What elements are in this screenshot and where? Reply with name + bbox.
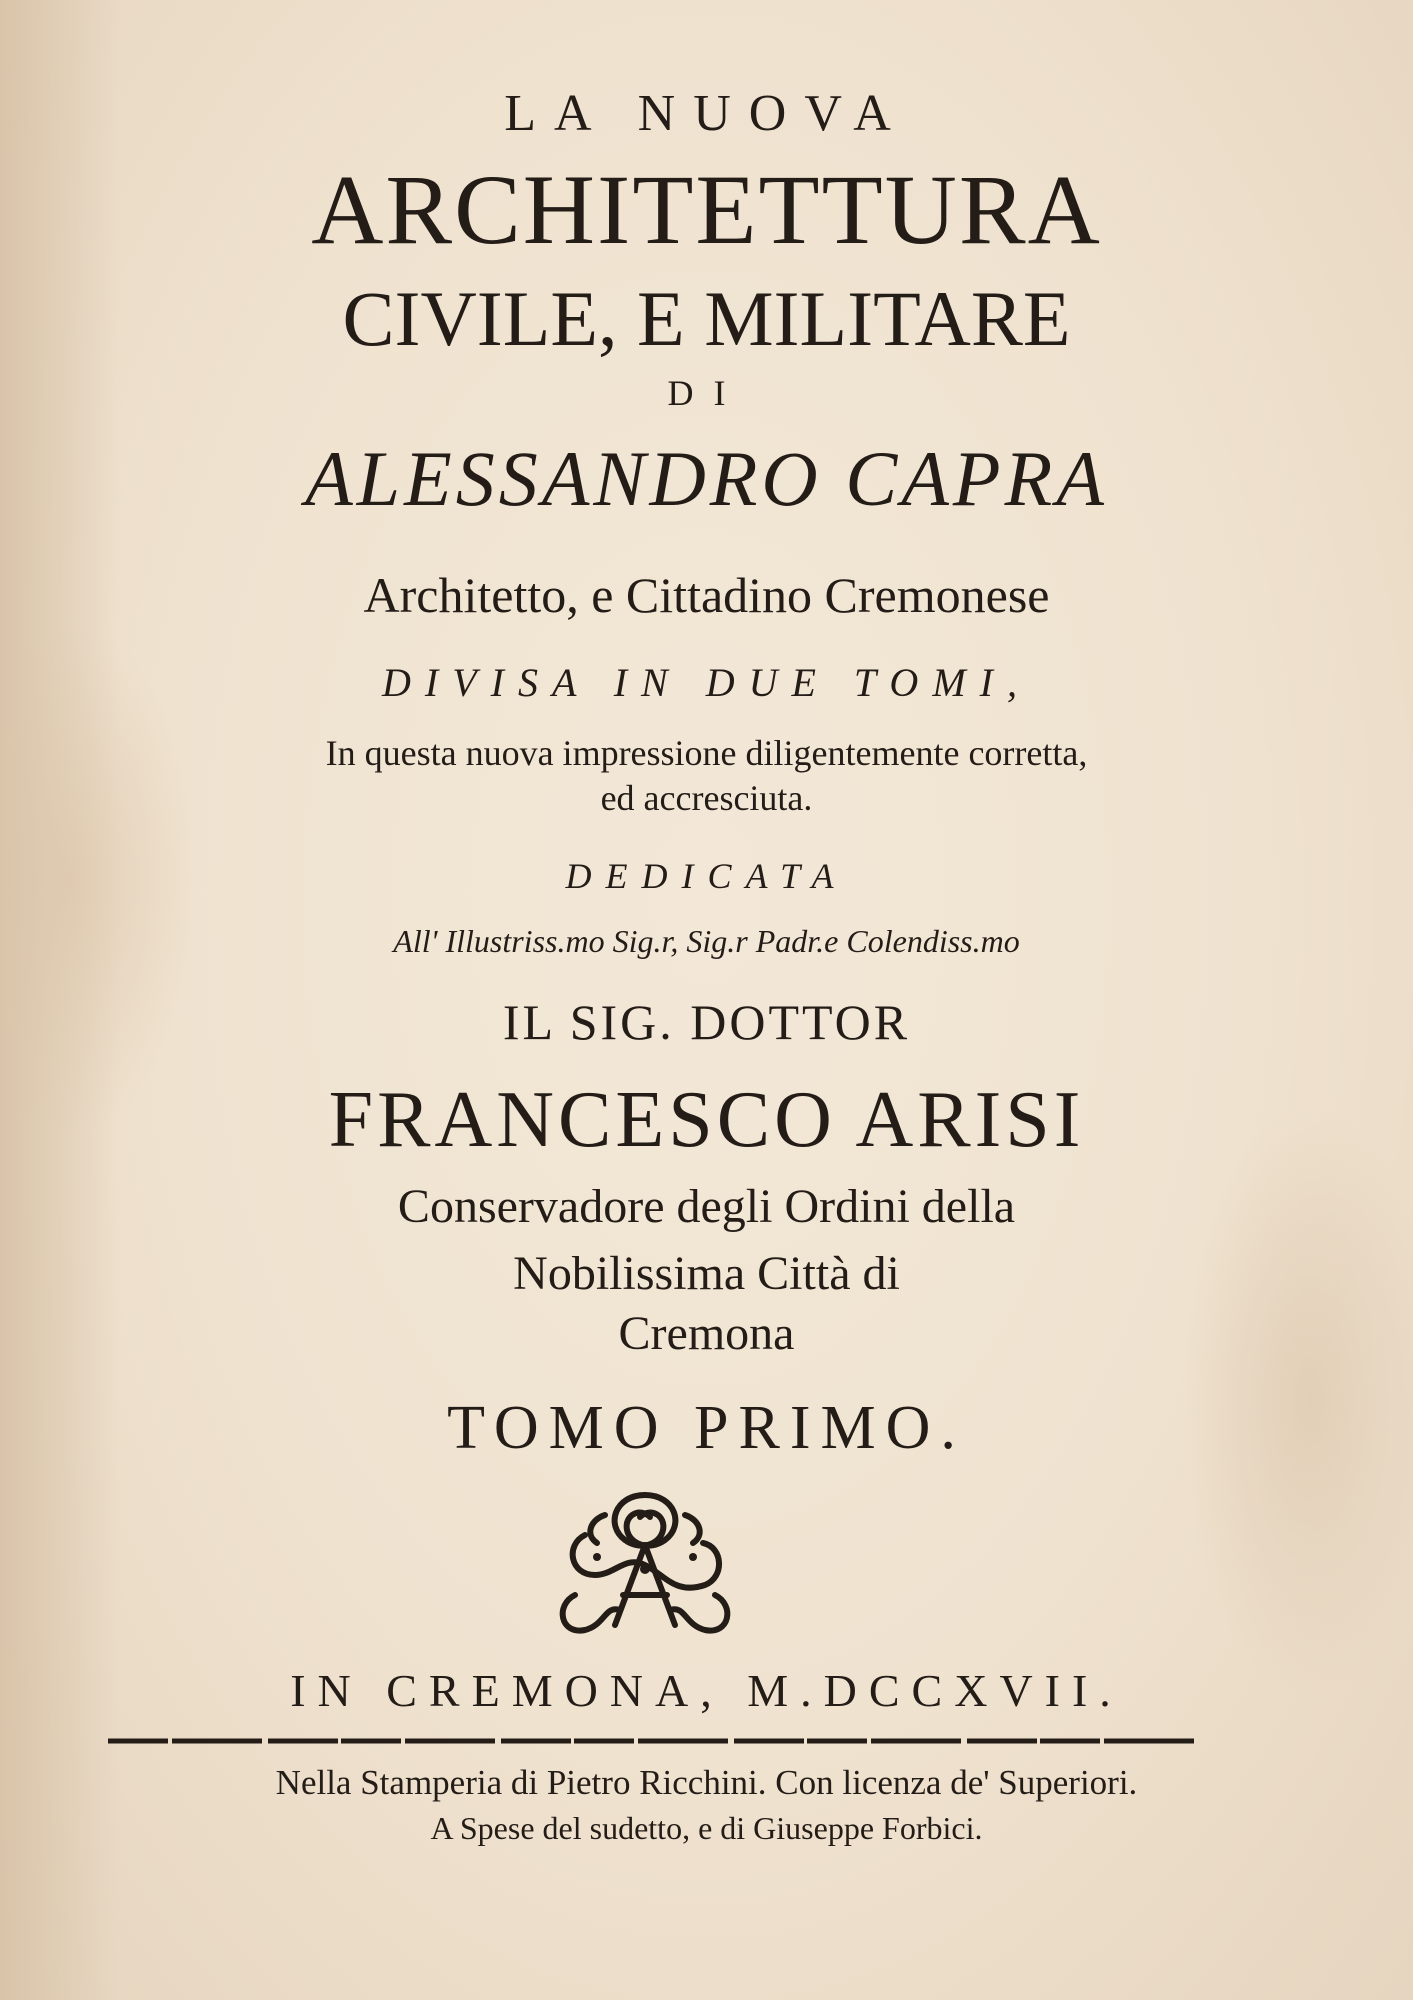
- printer-line: Nella Stamperia di Pietro Ricchini. Con licenza de' Superiori.: [275, 1763, 1138, 1802]
- edition-line-1: In questa nuova impressione diligentemente corretta,: [325, 733, 1088, 773]
- author-role: Architetto, e Cittadino Cremonese: [363, 567, 1050, 623]
- dedicatee-name: FRANCESCO ARISI: [328, 1076, 1085, 1164]
- dedicatee-office-1: Conservadore degli Ordini della: [397, 1180, 1016, 1233]
- horizontal-rule: [108, 1737, 1196, 1745]
- dedicatee-office-3: Cremona: [618, 1307, 795, 1360]
- title-line-architettura: ARCHITETTURA: [311, 154, 1102, 265]
- edition-line-2: ed accresciuta.: [600, 778, 813, 818]
- dedicata-heading: DEDICATA: [565, 856, 848, 896]
- title-line-civile-e-militare: CIVILE, E MILITARE: [342, 275, 1071, 362]
- title-line-la-nuova: LA NUOVA: [504, 85, 909, 142]
- dedicatee-office-2: Nobilissima Città di: [513, 1247, 900, 1300]
- dedicatee-title: IL SIG. DOTTOR: [502, 994, 911, 1050]
- volume-label: TOMO PRIMO.: [447, 1394, 966, 1462]
- division-line: DIVISA IN DUE TOMI,: [382, 660, 1031, 705]
- imprint-place-date: IN CREMONA, M.DCCXVII.: [290, 1665, 1123, 1716]
- expense-line: A Spese del sudetto, e di Giuseppe Forbici.: [430, 1810, 983, 1846]
- printer-monogram-ornament: [545, 1485, 745, 1640]
- author-name: ALESSANDRO CAPRA: [305, 435, 1108, 522]
- honorific-line: All' Illustriss.mo Sig.r, Sig.r Padr.e Colendiss.mo: [393, 923, 1020, 959]
- title-line-di: DI: [667, 373, 746, 413]
